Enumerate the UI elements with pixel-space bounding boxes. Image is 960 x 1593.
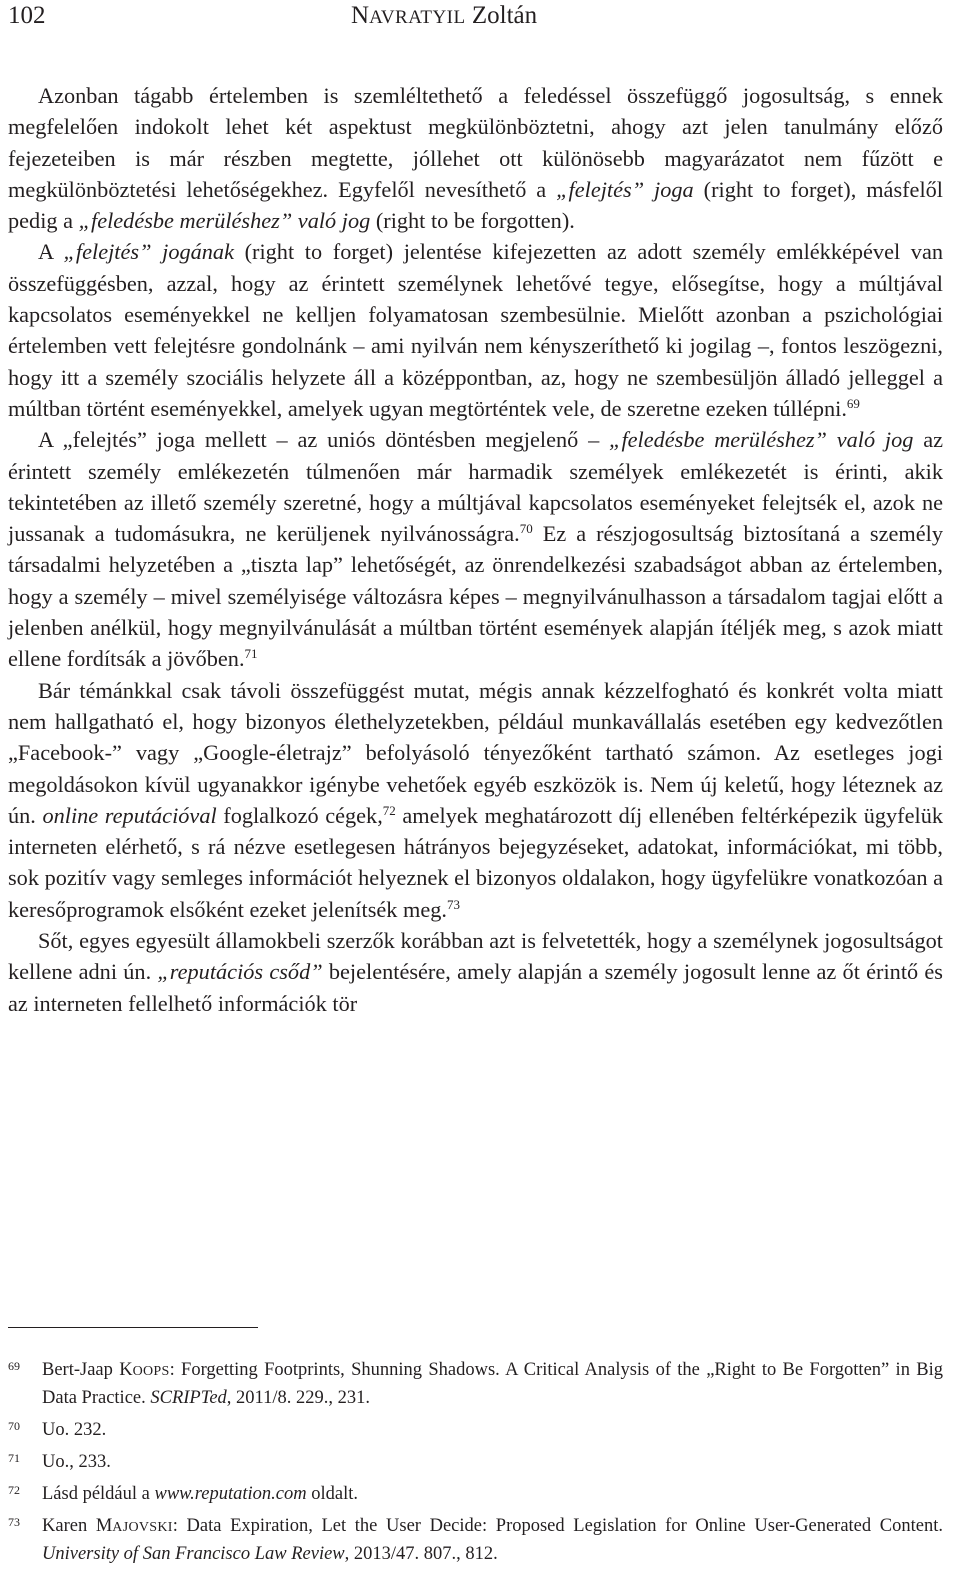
paragraph-1: Azonban tágabb értelemben is szemléltethető a feledéssel összefüggő jogosultság, s ennek megfelelően indokolt lehet két aspektust megkülönböztetni, ahogy azt jelen tanulmány előző fejezeteiben is már részben megtette, jóllehet ott különösebb magyarázatot nem fűzött e megkülönböztetési lehetőségekhez. Egyfelől nevesíthető a „felejtés” joga (right to forget), másfelől pedig a „feledésbe merüléshez” való jog (right to be forgotten). xyxy=(8,83,943,234)
running-head-author: NAVRATYIL Zoltán xyxy=(351,2,538,29)
footnote-ref-70: 70 xyxy=(519,521,533,537)
footnote-ref-69: 69 xyxy=(846,395,860,411)
main-text xyxy=(8,80,943,1019)
footnote-ref-73: 73 xyxy=(446,896,460,912)
footnote-69: 69 Bert-Jaap KOOPS: Forgetting Footprints, Shunning Shadows. A Critical Analysis of the „Right to Be Forgotten” in Big Data Practice. SCRIPTed, 2011/8. 229., 231. xyxy=(8,1359,943,1408)
footnote-73: 73 Karen MAJOVSKI: Data Expiration, Let the User Decide: Proposed Legislation for Online User-Generated Content. University of San Francisco Law Review, 2013/47. 807., 812. xyxy=(8,1515,943,1564)
paragraph-2: A „felejtés” jogának (right to forget) jelentése kifejezetten az adott személy emlékképével van összefüggésben, azzal, hogy az érintett személynek lehetővé tegye, elősegítse, hogy a múltjával kapcsolatos eseményekkel ne kelljen folyamatosan szembesülnie. Mielőtt azonban a pszichológiai értelemben vett felejtésre gondolnánk – ami nyilván nem kényszeríthető ki jogilag –, fontos leszögezni, hogy itt a személy szociális helyzete áll a középpontban, az, hogy ne szembesüljön álladó jelleggel a múltban történt eseményekkel, amelyek ugyan megtörténtek vele, de szeretne ezeken túllépni.$^{69}$ xyxy=(8,239,944,421)
paragraph-5: Sőt, egyes egyesült államokbeli szerzők korábban azt is felvetették, hogy a személynek jogosultságot kellene adni ún. „reputációs csőd” bejelentésére, amely alapján a személy jogosult lenne az őt érintő és az interneten fellelhető információk tör xyxy=(8,928,943,1016)
running-header xyxy=(8,2,948,32)
footnote-ref-72: 72 xyxy=(382,802,396,818)
footnote-72: 72 Lásd például a www.reputation.com oldalt. xyxy=(8,1483,359,1504)
page-number: 102 xyxy=(8,2,46,29)
footnote-separator xyxy=(8,1327,258,1328)
paragraph-4: Bár témánkkal csak távoli összefüggést mutat, mégis annak kézzelfogható és konkrét volta miatt nem hallgatható el, hogy bizonyos élethelyzetekben, például munkavállalás esetében egy kedvezőtlen „Facebook-” vagy „Google-életrajz” befolyásoló tényezőként tartható számon. Az esetleges jogi megoldásokon kívül ugyanakkor igénybe vehetőek egyéb eszközök is. Nem új keletű, hogy léteznek az ún. online reputációval foglalkozó cégek,$^{72}$ amelyek meghatározott díj ellenében feltérképezik ügyfelük interneten elérhető, s rá nézve esetlegesen hátrányos bejegyzéseket, adatokat, információkat, mi több, sok pozitív vagy semleges információt helyeznek el bizonyos oldalakon, hogy ügyfelükre vonatkozóan a keresőprogramok elsőként ezeket jelenítsék meg.$^{73}$ xyxy=(8,677,943,922)
footnote-70: 70 Uo. 232. xyxy=(8,1419,107,1440)
footnotes xyxy=(8,1357,943,1573)
footnote-ref-71: 71 xyxy=(244,646,258,662)
paragraph-3: A „felejtés” joga mellett – az uniós döntésben megjelenő – „feledésbe merüléshez” való jog az érintett személy emlékezetén túlmenően már harmadik személyek emlékezetét is érinti, akik tekintetében az illető személy szeretné, hogy a múltjával kapcsolatos eseményeket felejtsék el, azok ne jussanak a tudomásukra, ne kerüljenek nyilvánosságra.$^{70}$ Ez a részjogosultság biztosítaná a személy társadalmi helyzetében a „tiszta lap” lehetőségét, az önrendelkezési szabadságot abban az értelemben, hogy a személy – mivel személyisége változásra képes – megnyilvánulhasson a társadalom tagjai előtt a jelenben anélkül, hogy megnyilvánulását a múltban történt események alapján ítéljék meg, s azok miatt ellene fordítsák a jövőben.$^{71}$ xyxy=(8,427,943,672)
footnote-71: 71 Uo., 233. xyxy=(8,1451,111,1472)
